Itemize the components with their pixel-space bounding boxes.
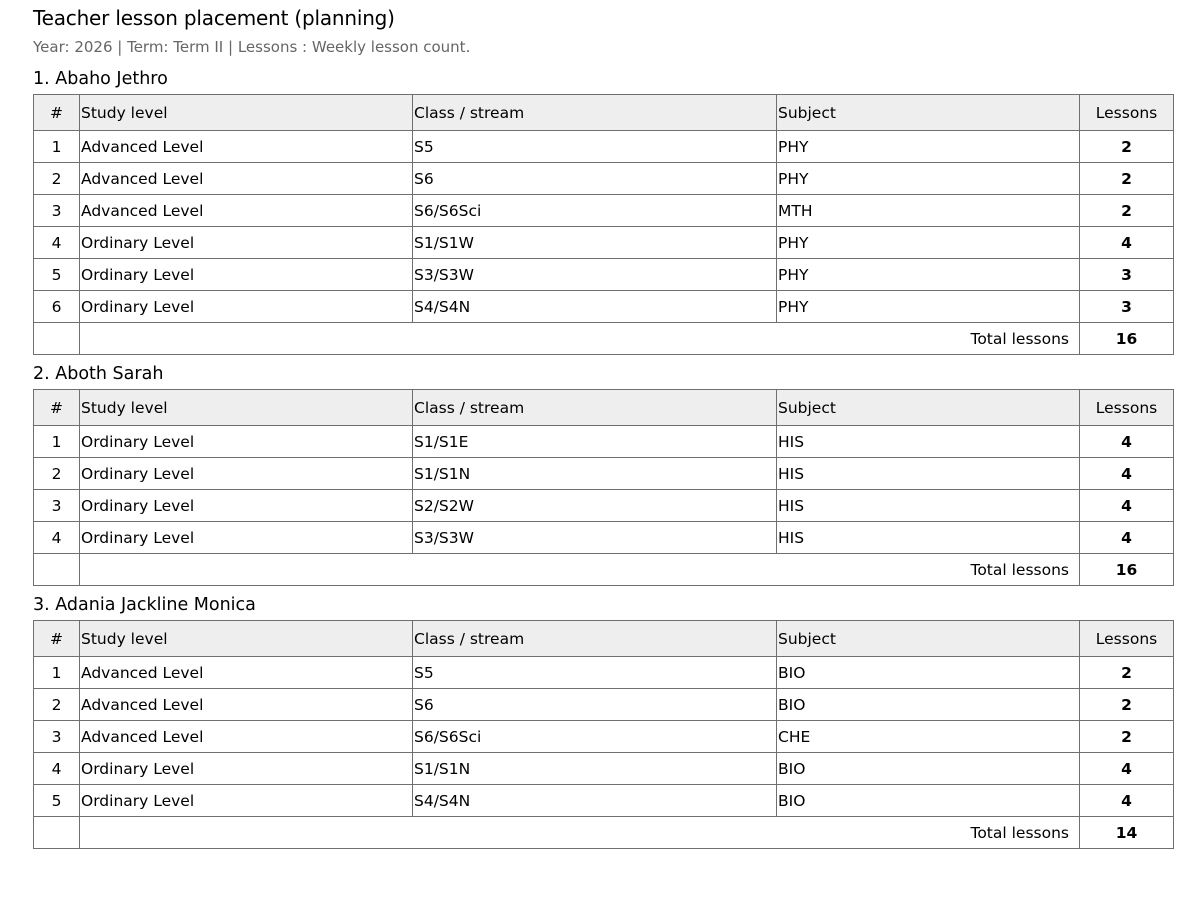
class-stream-cell: S2/S2W [413,490,777,522]
lessons-cell: 2 [1080,721,1174,753]
study-level-cell: Ordinary Level [80,753,413,785]
class-stream-cell: S1/S1N [413,458,777,490]
total-row [34,817,1174,849]
column-header-class-stream: Class / stream [413,95,777,131]
column-header-subject: Subject [777,390,1080,426]
teacher-section [33,586,1173,849]
table-header-row [34,390,1174,426]
table-row [34,721,1174,753]
study-level-cell: Advanced Level [80,195,413,227]
row-number: 4 [34,227,80,259]
row-number: 1 [34,131,80,163]
column-header-lessons: Lessons [1080,621,1174,657]
class-stream-cell: S1/S1E [413,426,777,458]
placement-table [33,94,1174,355]
teacher-list [33,60,1173,849]
study-level-cell: Advanced Level [80,721,413,753]
class-stream-cell: S3/S3W [413,522,777,554]
lessons-cell: 4 [1080,522,1174,554]
row-number: 4 [34,753,80,785]
study-level-cell: Ordinary Level [80,426,413,458]
total-label: Total lessons [80,554,1080,586]
table-row [34,458,1174,490]
lessons-cell: 4 [1080,490,1174,522]
row-number: 5 [34,785,80,817]
class-stream-cell: S6 [413,689,777,721]
column-header-lessons: Lessons [1080,95,1174,131]
row-number: 2 [34,163,80,195]
lessons-cell: 2 [1080,195,1174,227]
subject-cell: PHY [777,131,1080,163]
row-number: 4 [34,522,80,554]
table-header-row [34,621,1174,657]
subject-cell: PHY [777,259,1080,291]
table-row [34,689,1174,721]
table-row [34,785,1174,817]
lessons-cell: 3 [1080,259,1174,291]
lessons-cell: 4 [1080,458,1174,490]
table-row [34,163,1174,195]
subject-cell: MTH [777,195,1080,227]
column-header-num: # [34,95,80,131]
subject-cell: PHY [777,291,1080,323]
row-number: 2 [34,458,80,490]
lessons-cell: 3 [1080,291,1174,323]
lessons-cell: 2 [1080,131,1174,163]
study-level-cell: Ordinary Level [80,291,413,323]
class-stream-cell: S6 [413,163,777,195]
column-header-subject: Subject [777,621,1080,657]
subject-cell: PHY [777,163,1080,195]
study-level-cell: Ordinary Level [80,259,413,291]
total-label: Total lessons [80,323,1080,355]
study-level-cell: Advanced Level [80,163,413,195]
subject-cell: BIO [777,753,1080,785]
teacher-heading: 3. Adania Jackline Monica [33,595,256,615]
table-row [34,426,1174,458]
class-stream-cell: S5 [413,131,777,163]
row-number: 3 [34,195,80,227]
column-header-study-level: Study level [80,390,413,426]
row-number: 2 [34,689,80,721]
table-row [34,490,1174,522]
class-stream-cell: S4/S4N [413,785,777,817]
teacher-section [33,355,1173,586]
study-level-cell: Advanced Level [80,131,413,163]
lessons-cell: 4 [1080,753,1174,785]
total-row [34,323,1174,355]
lessons-cell: 4 [1080,227,1174,259]
teacher-heading: 1. Abaho Jethro [33,69,168,89]
table-row [34,195,1174,227]
subject-cell: PHY [777,227,1080,259]
table-row [34,259,1174,291]
total-label: Total lessons [80,817,1080,849]
row-number: 3 [34,721,80,753]
row-number: 1 [34,657,80,689]
study-level-cell: Ordinary Level [80,490,413,522]
placement-table [33,620,1174,849]
table-header-row [34,95,1174,131]
study-level-cell: Ordinary Level [80,458,413,490]
lessons-cell: 4 [1080,426,1174,458]
column-header-subject: Subject [777,95,1080,131]
total-value: 14 [1080,817,1174,849]
column-header-class-stream: Class / stream [413,621,777,657]
column-header-study-level: Study level [80,95,413,131]
row-number: 5 [34,259,80,291]
table-row [34,657,1174,689]
subject-cell: BIO [777,657,1080,689]
class-stream-cell: S6/S6Sci [413,195,777,227]
placement-table [33,389,1174,586]
table-row [34,131,1174,163]
total-row-spacer [34,817,80,849]
subject-cell: CHE [777,721,1080,753]
page-subtitle: Year: 2026 | Term: Term II | Lessons : Weekly lesson count. [33,38,471,56]
table-row [34,291,1174,323]
study-level-cell: Advanced Level [80,689,413,721]
total-row [34,554,1174,586]
table-row [34,227,1174,259]
total-value: 16 [1080,554,1174,586]
class-stream-cell: S1/S1W [413,227,777,259]
row-number: 3 [34,490,80,522]
row-number: 6 [34,291,80,323]
class-stream-cell: S3/S3W [413,259,777,291]
class-stream-cell: S1/S1N [413,753,777,785]
teacher-section [33,60,1173,355]
study-level-cell: Ordinary Level [80,785,413,817]
subject-cell: HIS [777,522,1080,554]
study-level-cell: Ordinary Level [80,522,413,554]
column-header-num: # [34,621,80,657]
table-row [34,753,1174,785]
subject-cell: BIO [777,689,1080,721]
row-number: 1 [34,426,80,458]
total-value: 16 [1080,323,1174,355]
column-header-lessons: Lessons [1080,390,1174,426]
total-row-spacer [34,554,80,586]
subject-cell: BIO [777,785,1080,817]
column-header-study-level: Study level [80,621,413,657]
class-stream-cell: S4/S4N [413,291,777,323]
page-title: Teacher lesson placement (planning) [33,6,395,30]
class-stream-cell: S5 [413,657,777,689]
table-row [34,522,1174,554]
class-stream-cell: S6/S6Sci [413,721,777,753]
subject-cell: HIS [777,426,1080,458]
lessons-cell: 4 [1080,785,1174,817]
lessons-cell: 2 [1080,689,1174,721]
lessons-cell: 2 [1080,657,1174,689]
lessons-cell: 2 [1080,163,1174,195]
subject-cell: HIS [777,490,1080,522]
total-row-spacer [34,323,80,355]
teacher-heading: 2. Aboth Sarah [33,364,164,384]
study-level-cell: Ordinary Level [80,227,413,259]
column-header-class-stream: Class / stream [413,390,777,426]
column-header-num: # [34,390,80,426]
subject-cell: HIS [777,458,1080,490]
study-level-cell: Advanced Level [80,657,413,689]
